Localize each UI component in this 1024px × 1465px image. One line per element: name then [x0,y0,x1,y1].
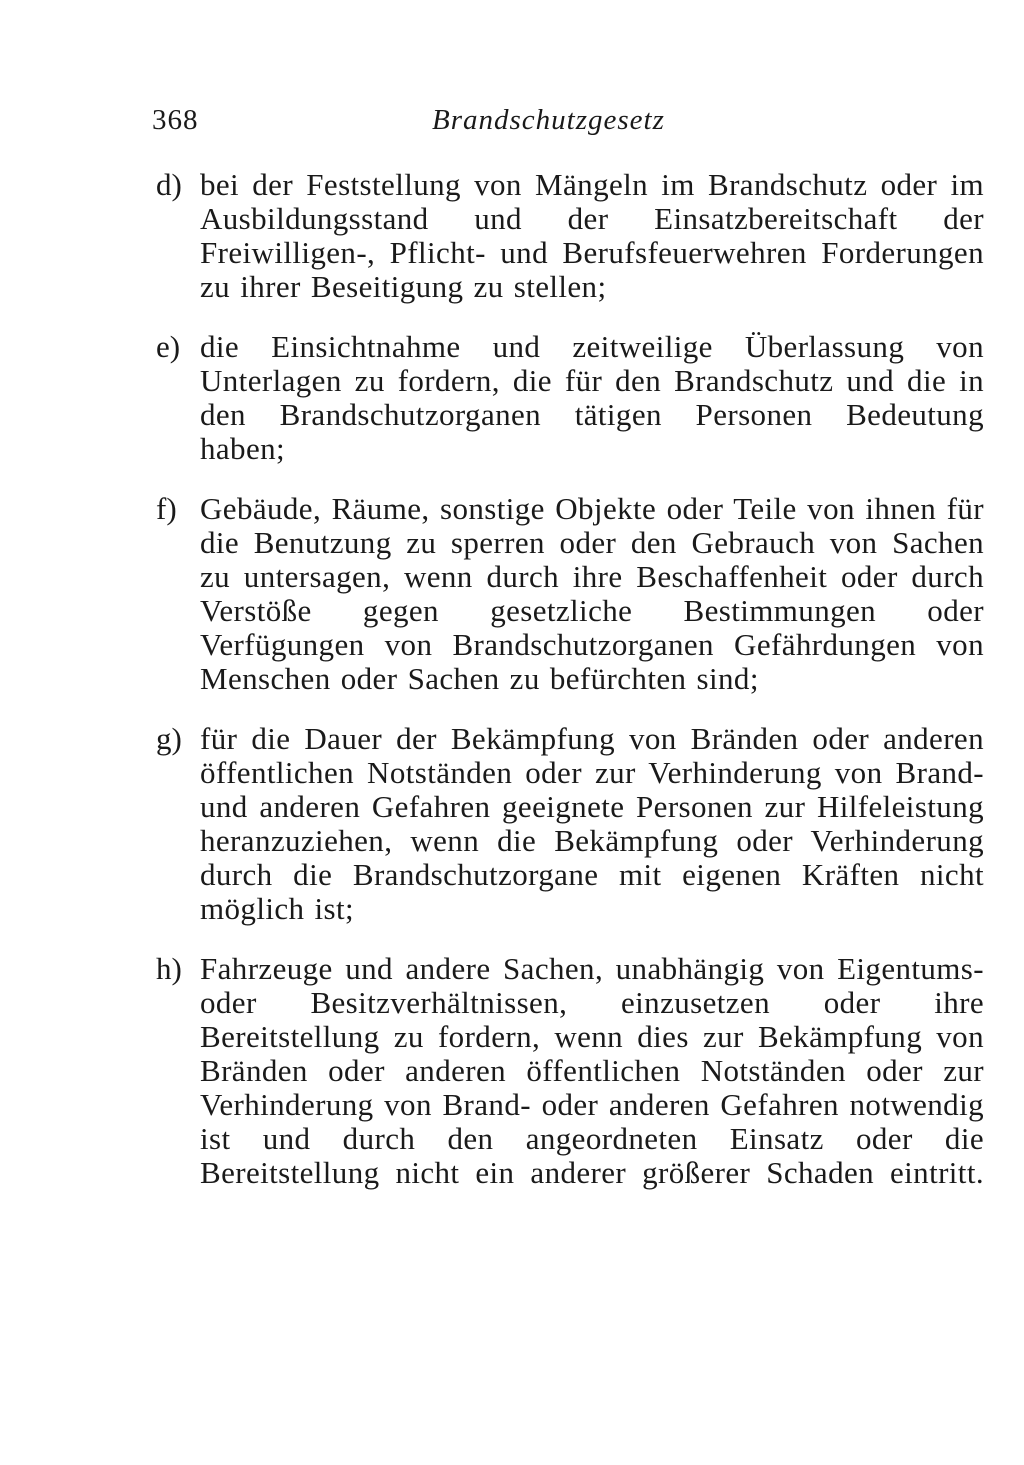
item-label: d) [156,167,182,202]
item-text: für die Dauer der Bekämpfung von Bränden oder anderen öffentlichen Notständen oder zur Verhinderung von Brand- und anderen Gefahren geeignete Personen zur Hilfeleistung heranzuziehen, wenn die Bekämpfung oder Verhinderung durch die Brandschutzorgane mit eigenen Kräften nicht möglich ist; [200,721,984,926]
list-item-d [152,168,984,304]
enumerated-list [152,168,984,1216]
item-label: f) [156,491,177,526]
item-text: die Einsichtnahme und zeitweilige Überlassung von Unterlagen zu fordern, die für den Brandschutz und die in den Brandschutzorganen tätigen Personen Bedeutung haben; [200,329,984,466]
item-label: e) [156,329,181,364]
item-text: Fahrzeuge und andere Sachen, unabhängig von Eigentums- oder Besitzverhältnissen, einzusetzen oder ihre Bereitstellung zu fordern, wenn dies zur Bekämpfung von Bränden oder anderen öffentlichen Notständen oder zur Verhinderung von Brand- oder anderen Gefahren notwendig ist und durch den angeordneten Einsatz oder die Bereitstellung nicht ein anderer größerer Schaden eintritt. [200,951,984,1190]
page-header [152,104,982,144]
item-text: bei der Feststellung von Mängeln im Brandschutz oder im Ausbildungsstand und der Einsatzbereitschaft der Freiwilligen-, Pflicht- und Berufsfeuerwehren Forderungen zu ihrer Beseitigung zu stellen; [200,167,984,304]
page-number: 368 [152,104,199,136]
item-text: Gebäude, Räume, sonstige Objekte oder Teile von ihnen für die Benutzung zu sperren oder den Gebrauch von Sachen zu untersagen, wenn durch ihre Beschaffenheit oder durch Verstöße gegen gesetzliche Bestimmungen oder Verfügungen von Brandschutzorganen Gefährdungen von Menschen oder Sachen zu befürchten sind; [200,491,984,696]
item-label: h) [156,951,182,986]
item-label: g) [156,721,182,756]
list-item-f [152,492,984,696]
list-item-h [152,952,984,1190]
list-item-e [152,330,984,466]
list-item-g [152,722,984,926]
running-title: Brandschutzgesetz [432,104,665,136]
